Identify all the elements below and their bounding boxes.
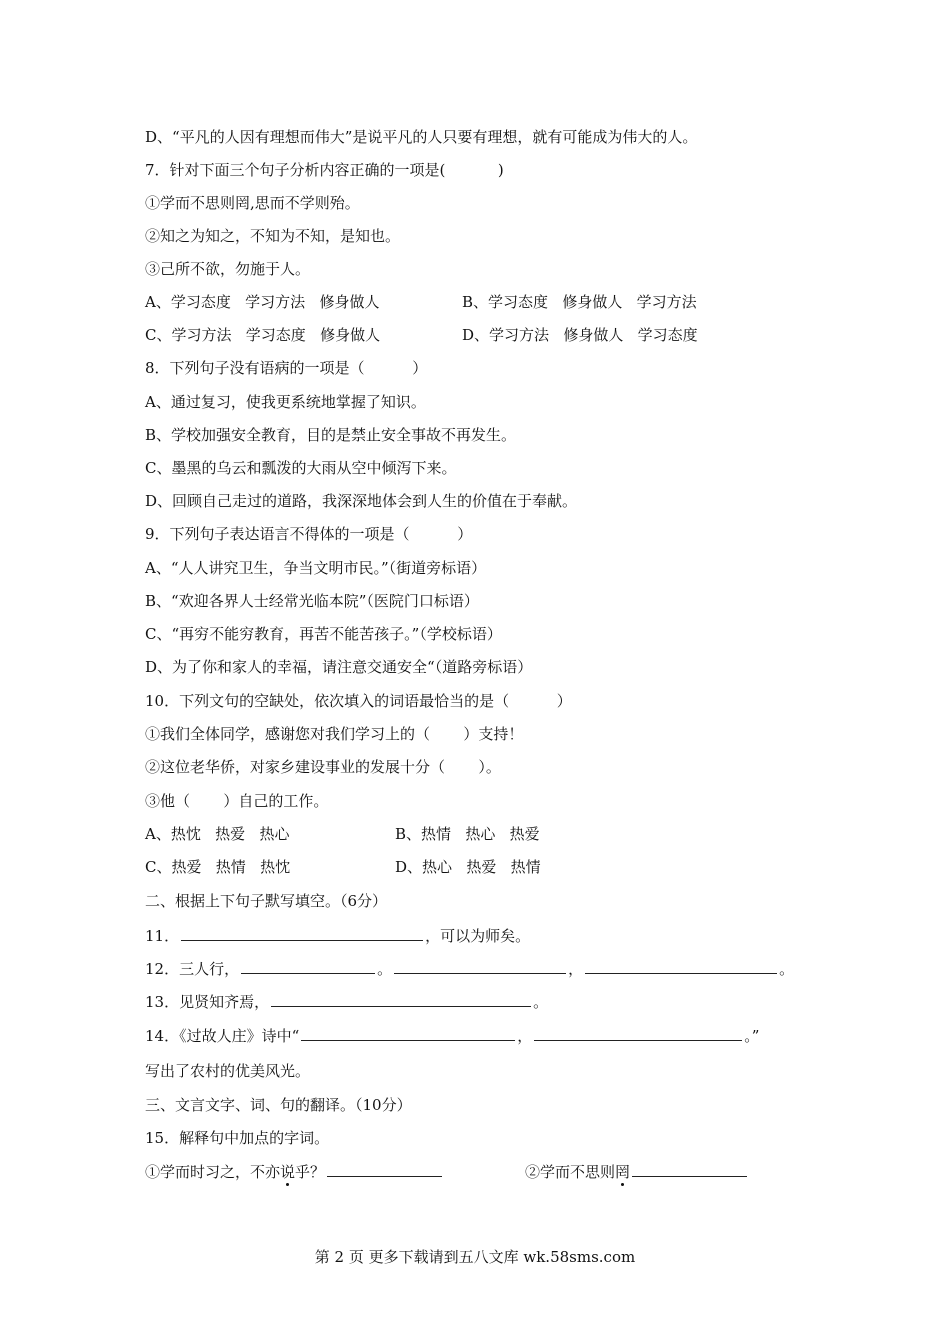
q14 [145, 1025, 759, 1046]
q9-option-a: A、“人人讲究卫生，争当文明市民。”（街道旁标语） [145, 559, 487, 577]
q14-sep: ， [517, 1027, 533, 1045]
q10-sentence-1: ①我们全体同学，感谢您对我们学习上的（ ）支持！ [145, 725, 524, 743]
q12-sep-1: 。 [377, 960, 393, 978]
q10-option-a: A、热忱 热爱 热心 [145, 825, 290, 843]
q9-option-d: D、为了你和家人的幸福，请注意交通安全“（道路旁标语） [145, 658, 533, 676]
q13-blank[interactable] [271, 991, 531, 1007]
q8-option-b: B、学校加强安全教育，目的是禁止安全事故不再发生。 [145, 426, 517, 444]
q12-blank-3[interactable] [585, 958, 777, 974]
q15-1-post: 乎？ [295, 1163, 326, 1181]
section2-title: 二、根据上下句子默写填空。（6分） [145, 892, 388, 910]
q14-prefix: 14．《过故人庄》诗中“ [145, 1027, 300, 1045]
q14-line-2: 写出了农村的优美风光。 [145, 1062, 311, 1080]
q12-blank-1[interactable] [241, 958, 375, 974]
q15-item-2 [525, 1161, 749, 1182]
q11-suffix: ，可以为师矣。 [425, 927, 531, 945]
q7-stem: 7．针对下面三个句子分析内容正确的一项是( ) [145, 161, 504, 179]
q15-item-1 [145, 1161, 444, 1182]
q14-end: 。” [744, 1027, 760, 1045]
q7-sentence-2: ②知之为知之，不知为不知，是知也。 [145, 227, 401, 245]
q11-blank[interactable] [181, 925, 423, 941]
q13 [145, 991, 548, 1012]
q15-2-pre: ②学而不思则 [525, 1163, 616, 1181]
q10-option-d: D、热心 热爱 热情 [395, 858, 541, 876]
q8-option-a: A、通过复习，使我更系统地掌握了知识。 [145, 393, 426, 411]
q12-prefix: 12．三人行， [145, 960, 240, 978]
q12 [145, 958, 794, 979]
q14-blank-2[interactable] [534, 1025, 742, 1041]
q15-1-pre: ①学而时习之，不亦 [145, 1163, 281, 1181]
q7-option-d: D、学习方法 修身做人 学习态度 [462, 326, 698, 344]
q13-end: 。 [533, 993, 549, 1011]
q10-sentence-2: ②这位老华侨，对家乡建设事业的发展十分（ ）。 [145, 758, 501, 776]
q15-1-dotted-word: 说 [280, 1163, 296, 1181]
q9-option-c: C、“再穷不能穷教育，再苦不能苦孩子。”（学校标语） [145, 625, 502, 643]
q7-sentence-1: ①学而不思则罔,思而不学则殆。 [145, 194, 360, 212]
q7-sentence-3: ③己所不欲，勿施于人。 [145, 260, 311, 278]
q15-2-dotted-word: 罔 [615, 1163, 631, 1181]
q7-option-c: C、学习方法 学习态度 修身做人 [145, 326, 381, 344]
page-footer: 第 2 页 更多下载请到五八文库 wk.58sms.com [314, 1248, 636, 1266]
q15-stem: 15．解释句中加点的字词。 [145, 1129, 330, 1147]
q9-stem: 9．下列句子表达语言不得体的一项是（ ） [145, 525, 473, 543]
q15-2-blank[interactable] [632, 1161, 747, 1177]
q10-option-c: C、热爱 热情 热忱 [145, 858, 291, 876]
q10-sentence-3: ③他（ ）自己的工作。 [145, 792, 329, 810]
q10-option-b: B、热情 热心 热爱 [395, 825, 540, 843]
q7-option-b: B、学习态度 修身做人 学习方法 [462, 293, 697, 311]
q12-end: 。 [779, 960, 795, 978]
q8-option-d: D、回顾自己走过的道路，我深深地体会到人生的价值在于奉献。 [145, 492, 578, 510]
q6-option-d: D、“平凡的人因有理想而伟大”是说平凡的人只要有理想，就有可能成为伟大的人。 [145, 128, 698, 146]
q15-1-blank[interactable] [327, 1161, 442, 1177]
q12-sep-2: ， [568, 960, 584, 978]
q8-stem: 8．下列句子没有语病的一项是（ ） [145, 359, 428, 377]
q11-prefix: 11． [145, 927, 180, 945]
q14-blank-1[interactable] [301, 1025, 515, 1041]
q13-prefix: 13．见贤知齐焉， [145, 993, 270, 1011]
q7-option-a: A、学习态度 学习方法 修身做人 [145, 293, 380, 311]
q12-blank-2[interactable] [394, 958, 566, 974]
q10-stem: 10．下列文句的空缺处，依次填入的词语最恰当的是（ ） [145, 692, 572, 710]
q11 [145, 925, 530, 946]
section3-title: 三、文言文字、词、句的翻译。（10分） [145, 1096, 412, 1114]
q8-option-c: C、墨黑的乌云和瓢泼的大雨从空中倾泻下来。 [145, 459, 457, 477]
q9-option-b: B、“欢迎各界人士经常光临本院”（医院门口标语） [145, 592, 479, 610]
